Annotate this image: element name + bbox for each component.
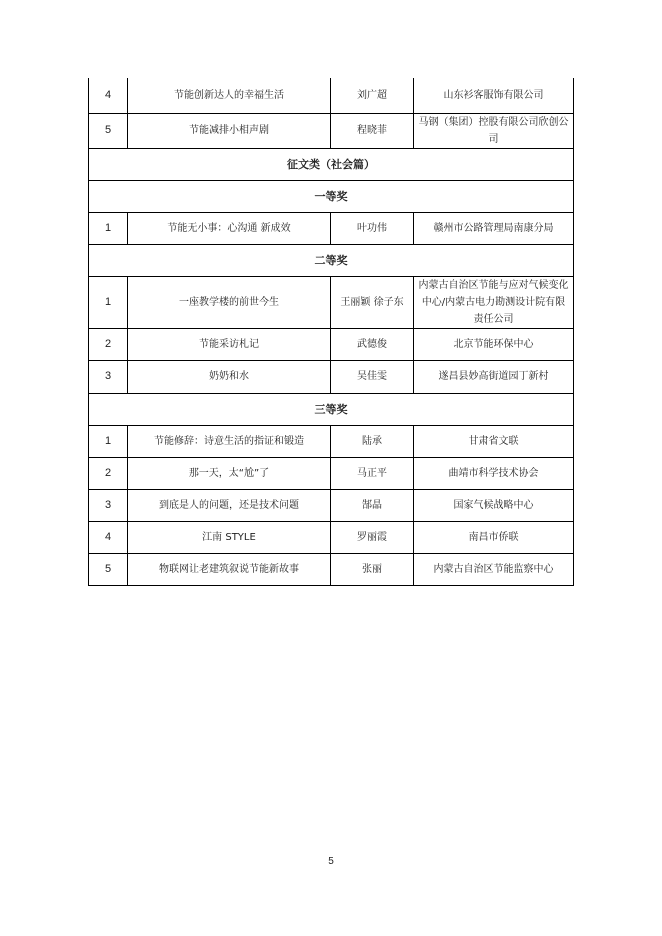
table-row [89,360,574,393]
entry-author: 马正平 [331,457,414,489]
entry-organization: 南昌市侨联 [414,521,574,553]
entry-title: 奶奶和水 [128,360,331,393]
entry-author: 叶功伟 [331,212,414,244]
entry-title: 物联网让老建筑叙说节能新故事 [128,553,331,585]
entry-author: 吴佳雯 [331,360,414,393]
entry-organization: 山东衫客服饰有限公司 [414,78,574,113]
entry-author: 武德俊 [331,328,414,360]
entry-title: 那一天，太“尬”了 [128,457,331,489]
entry-title: 节能创新达人的幸福生活 [128,78,331,113]
table-row [89,457,574,489]
entry-number: 3 [89,489,128,521]
entry-organization: 赣州市公路管理局南康分局 [414,212,574,244]
entry-title: 一座教学楼的前世今生 [128,276,331,328]
entry-title: 到底是人的问题，还是技术问题 [128,489,331,521]
entry-organization: 内蒙古自治区节能监察中心 [414,553,574,585]
awards-table [88,78,574,586]
entry-author: 刘广超 [331,78,414,113]
entry-number: 1 [89,276,128,328]
entry-number: 4 [89,521,128,553]
entry-author: 程晓菲 [331,113,414,148]
entry-number: 5 [89,113,128,148]
entry-author: 郜晶 [331,489,414,521]
table-row [89,489,574,521]
page-number: 5 [328,856,334,867]
entry-author: 陆承 [331,425,414,457]
entry-number: 4 [89,78,128,113]
entry-organization: 马钢（集团）控股有限公司欣创公司 [414,113,574,148]
entry-title: 节能修辞：诗意生活的指证和锻造 [128,425,331,457]
table-row [89,212,574,244]
entry-number: 5 [89,553,128,585]
entry-number: 1 [89,212,128,244]
entry-number: 3 [89,360,128,393]
entry-author: 张丽 [331,553,414,585]
table-row [89,78,574,113]
entry-organization: 北京节能环保中心 [414,328,574,360]
prize-heading-third: 三等奖 [89,393,574,425]
table-row [89,328,574,360]
table-row [89,521,574,553]
table-row [89,553,574,585]
entry-organization: 遂昌县妙高街道园丁新村 [414,360,574,393]
entry-organization: 甘肃省文联 [414,425,574,457]
entry-number: 2 [89,457,128,489]
entry-number: 2 [89,328,128,360]
prize-heading-second: 二等奖 [89,244,574,276]
entry-author: 王丽颖 徐子东 [331,276,414,328]
entry-author: 罗丽霞 [331,521,414,553]
entry-organization: 内蒙古自治区节能与应对气候变化中心/内蒙古电力勘测设计院有限责任公司 [414,276,574,328]
entry-title: 节能采访札记 [128,328,331,360]
entry-organization: 曲靖市科学技术协会 [414,457,574,489]
table-row [89,113,574,148]
entry-number: 1 [89,425,128,457]
section-title: 征文类（社会篇） [89,148,574,180]
entry-organization: 国家气候战略中心 [414,489,574,521]
table-row [89,425,574,457]
entry-title: 节能减排小相声剧 [128,113,331,148]
entry-title: 节能无小事：心沟通 新成效 [128,212,331,244]
prize-heading-first: 一等奖 [89,180,574,212]
table-row [89,276,574,328]
entry-title: 江南 STYLE [128,521,331,553]
